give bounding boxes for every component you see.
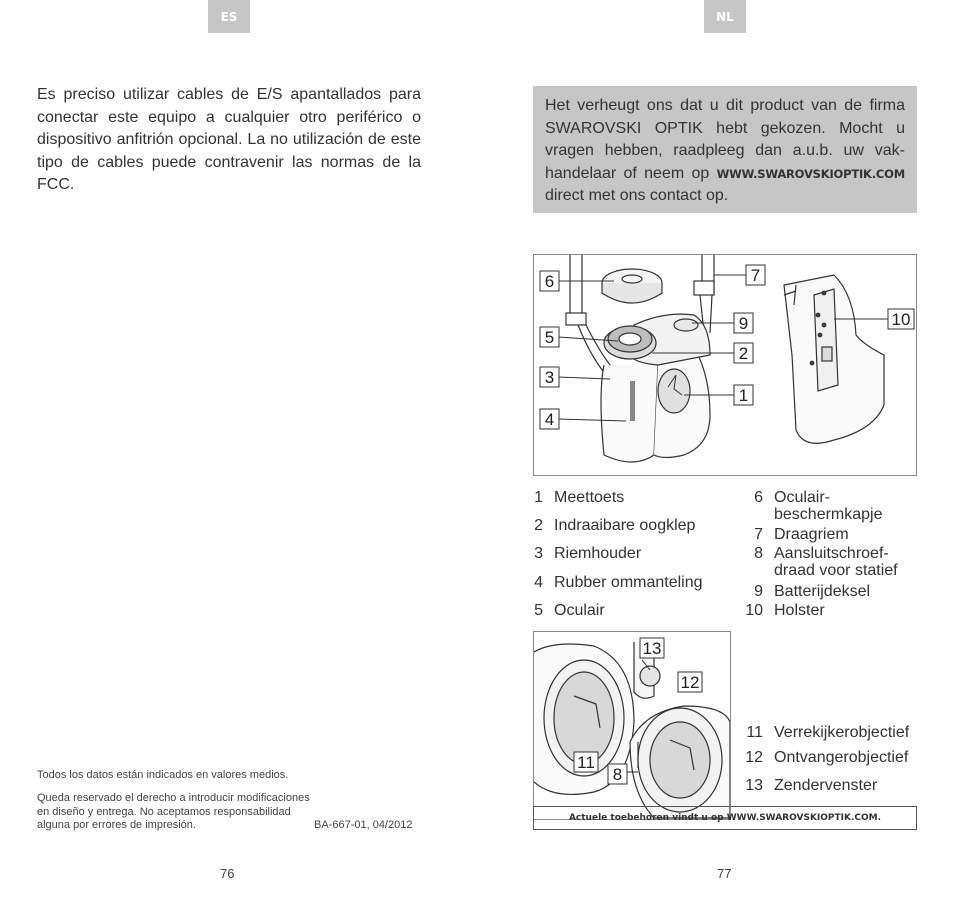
document-code: BA-667-01, 04/2012 <box>314 819 413 831</box>
intro-end: direct met ons contact op. <box>545 187 729 204</box>
fcc-paragraph: Es preciso utilizar cables de E/S apantallados para conectar este equipo a cualquier otro periférico o dispositivo anfitrión opcional. La no utilización de este tipo de cables puede contravenir las normas de la FCC. <box>37 86 421 193</box>
intro-url: WWW.SWAROVSKIOPTIK.COM <box>716 166 905 181</box>
callout-5: 5 <box>544 328 555 347</box>
callout-11: 11 <box>577 753 595 772</box>
callout-12: 12 <box>680 673 700 692</box>
callout-9: 9 <box>738 314 749 333</box>
callout-1: 1 <box>738 386 749 405</box>
page-number-right: 77 <box>717 866 732 881</box>
callout-6: 6 <box>544 272 555 291</box>
language-tab-es: ES <box>208 0 250 33</box>
callout-3: 3 <box>544 368 555 387</box>
language-tab-nl: NL <box>704 0 746 33</box>
average-values-note: Todos los datos están indicados en valores medios. <box>37 769 289 781</box>
callout-10: 10 <box>891 310 911 329</box>
callout-7: 7 <box>750 266 761 285</box>
disclaimer-line-1: Queda reservado el derecho a introducir modificaciones <box>37 792 310 804</box>
accessories-footer: Actuele toebehoren vindt u op WWW.SWAROVSKIOPTIK.COM. <box>533 806 917 830</box>
binocular-overview-figure <box>533 254 917 476</box>
binocular-front-figure <box>533 631 731 820</box>
callout-4: 4 <box>544 410 555 429</box>
intro-text: Het verheugt ons dat u dit product van de firma SWAROVSKI OPTIK hebt gekozen. Mocht u vragen hebben, raadpleeg dan a.u.b. uw vak-handelaar of neem op <box>545 97 905 182</box>
binocular-front-illustration <box>534 632 730 819</box>
callout-2: 2 <box>738 344 749 363</box>
callout-13: 13 <box>642 639 662 658</box>
page-number-left: 76 <box>220 866 235 881</box>
callout-8: 8 <box>612 765 623 784</box>
disclaimer-line-3: alguna por errores de impresión. <box>37 819 196 831</box>
binocular-illustration <box>534 255 916 475</box>
intro-box <box>533 86 917 213</box>
disclaimer-line-2: en diseño y entrega. No aceptamos responsabilidad <box>37 806 291 818</box>
